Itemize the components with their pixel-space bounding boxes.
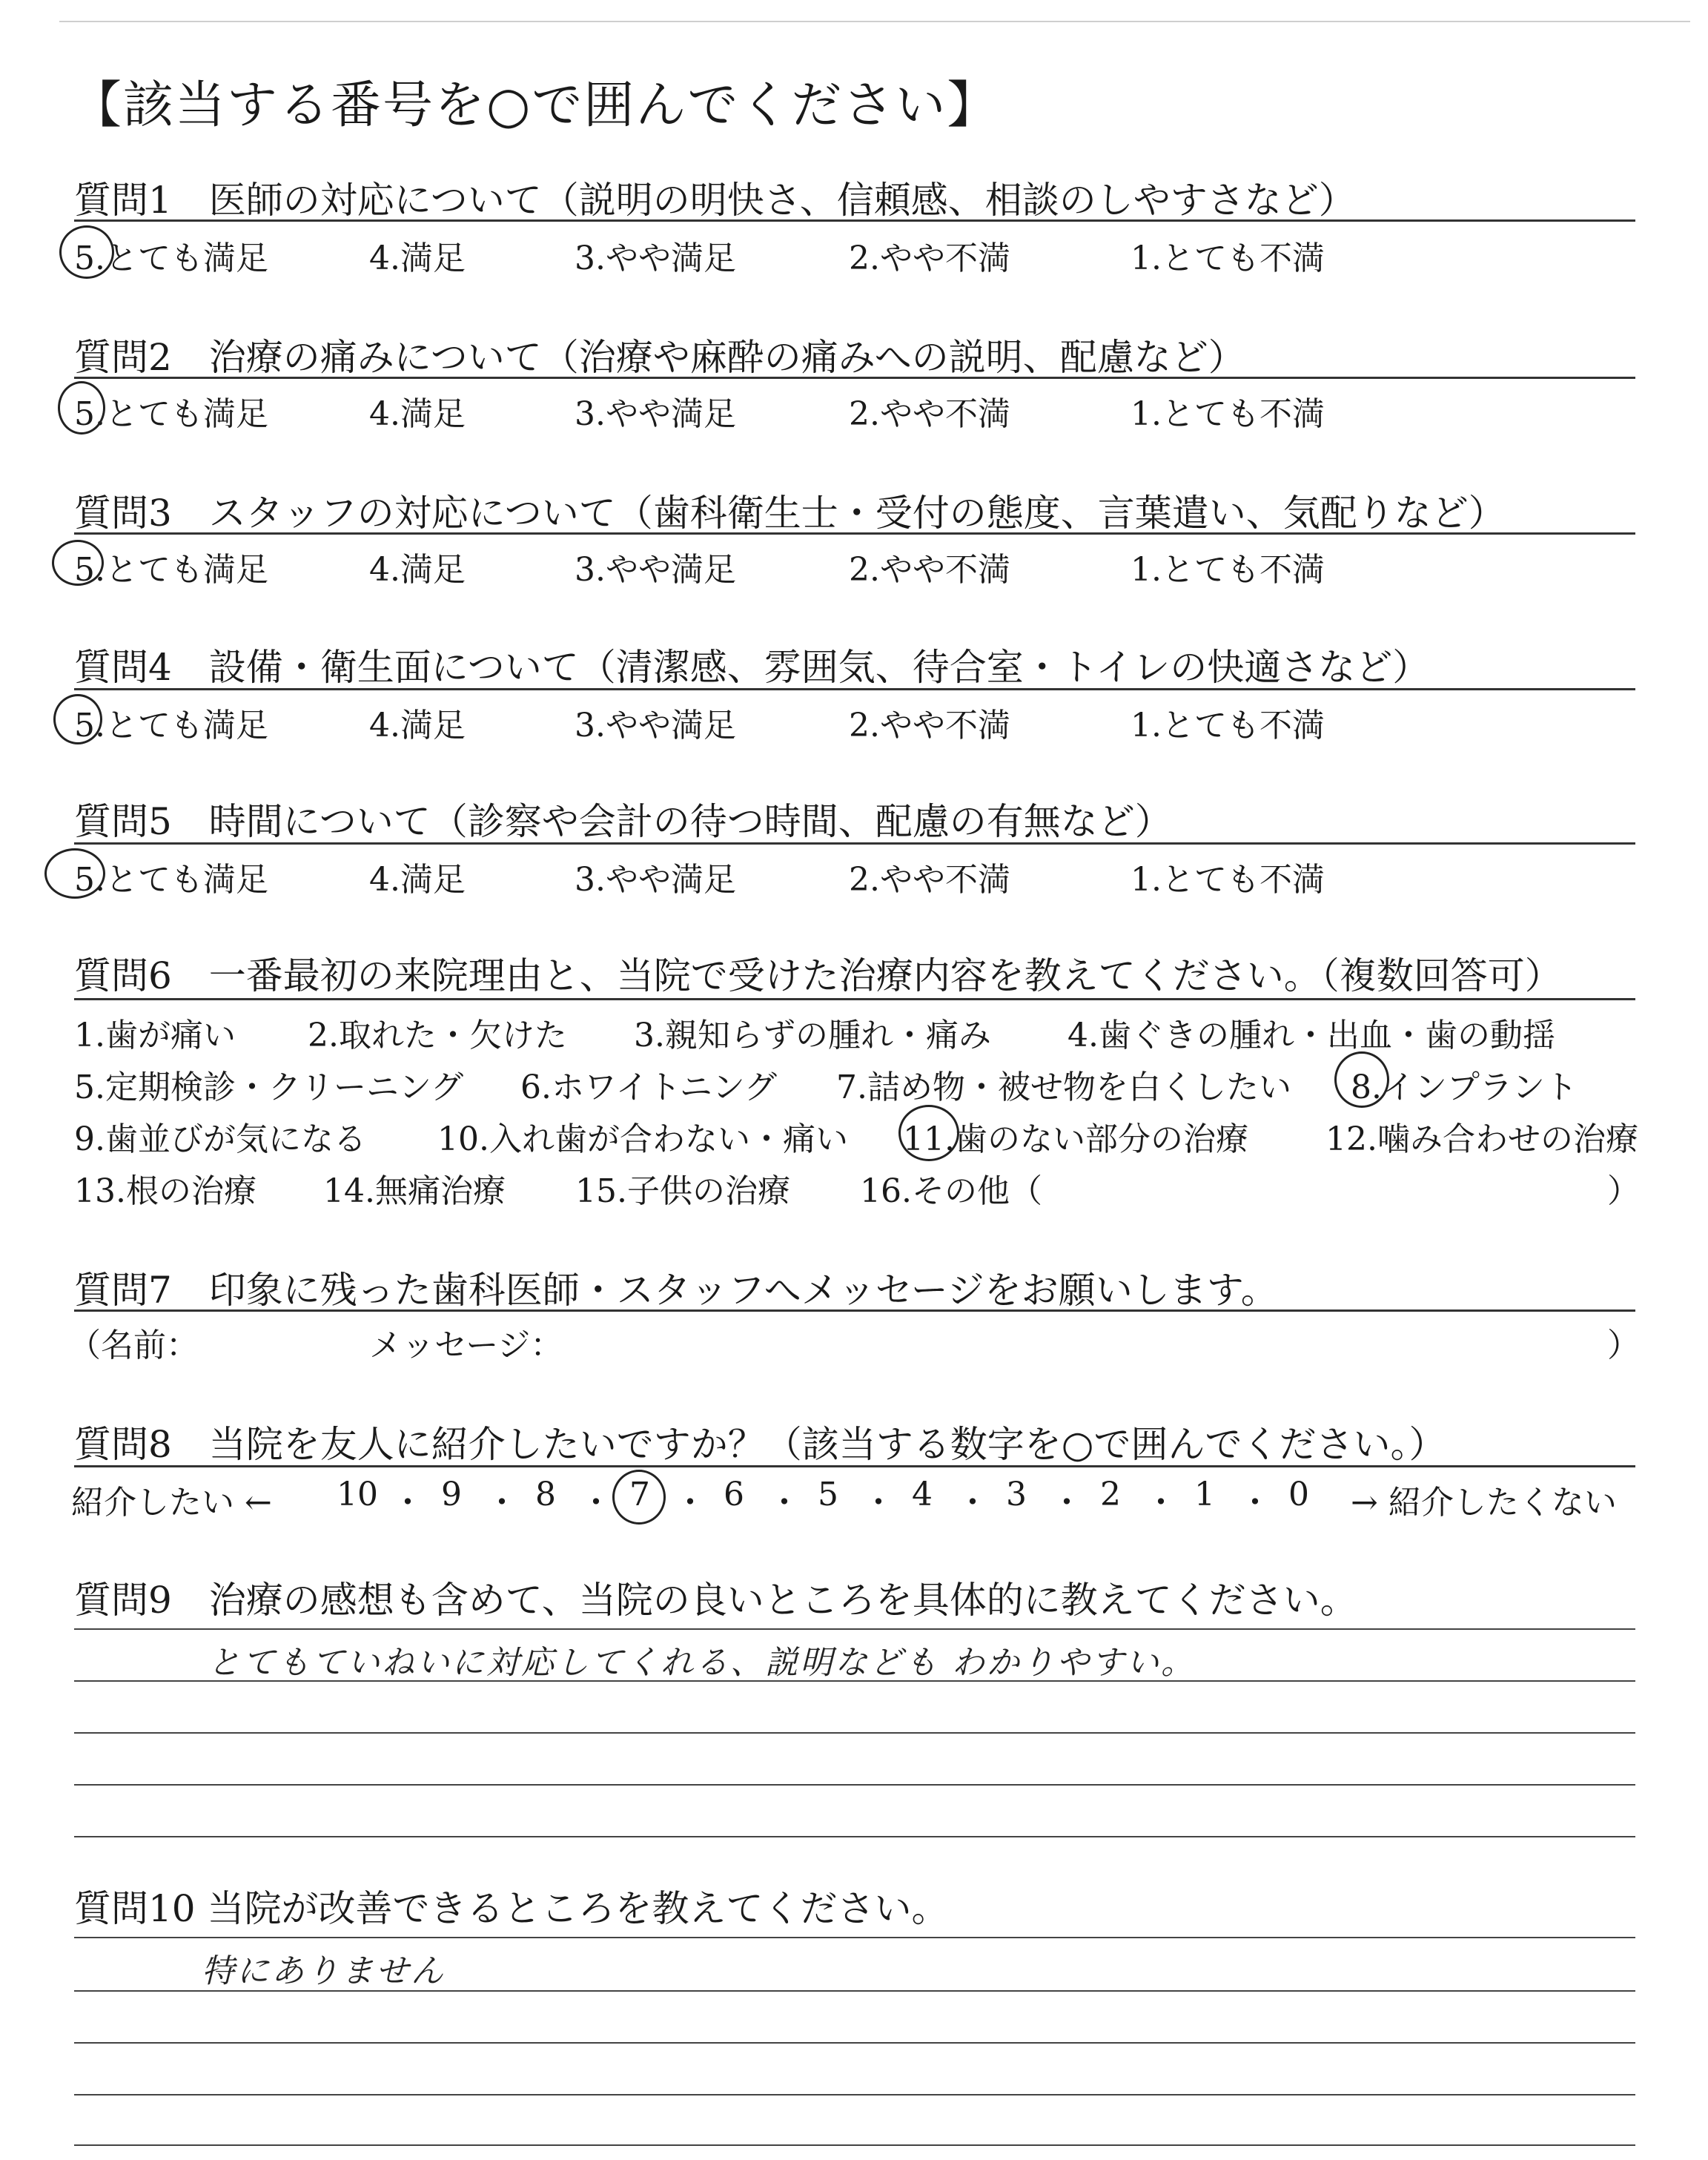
q6-option-15[interactable]: 15.子供の治療	[575, 1172, 790, 1210]
q9-line-5	[74, 1836, 1635, 1837]
q6-option-8[interactable]: 8.インプラント	[1351, 1069, 1578, 1106]
question-6-title: 質問6 一番最初の来院理由と、当院で受けた治療内容を教えてください。（複数回答可）	[74, 954, 1562, 997]
q8-scale-separator: ・	[768, 1484, 801, 1522]
q8-scale-separator: ・	[956, 1484, 989, 1522]
question-6-rule	[74, 998, 1635, 1000]
q6-other-close-paren: ）	[1607, 1172, 1640, 1210]
q8-scale-separator: ・	[1050, 1484, 1083, 1522]
q1-answer-circle	[59, 225, 114, 279]
q10-line-3	[74, 2042, 1635, 2044]
q8-scale-separator: ・	[1145, 1484, 1177, 1522]
q10-line-5	[74, 2144, 1635, 2146]
question-7-title: 質問7 印象に残った歯科医師・スタッフへメッセージをお願いします。	[74, 1269, 1278, 1312]
q8-scale-separator: ・	[862, 1484, 895, 1522]
q10-line-4	[74, 2094, 1635, 2095]
q8-scale-10[interactable]: 10	[337, 1476, 378, 1513]
q6-option-6[interactable]: 6.ホワイトニング	[520, 1069, 778, 1106]
q7-close-paren: ）	[1607, 1327, 1640, 1364]
question-10-title: 質問10 当院が改善できるところを教えてください。	[74, 1887, 949, 1930]
q1-option-3[interactable]: 3.やや満足	[575, 240, 736, 277]
q8-scale-6[interactable]: 6	[724, 1476, 744, 1513]
q1-option-1[interactable]: 1.とても不満	[1131, 240, 1325, 277]
q3-option-1[interactable]: 1.とても不満	[1131, 551, 1325, 589]
q6-option-10[interactable]: 10.入れ歯が合わない・痛い	[437, 1120, 848, 1158]
question-3-rule	[74, 532, 1635, 535]
q1-option-2[interactable]: 2.やや不満	[849, 240, 1010, 277]
q3-option-4[interactable]: 4.満足	[369, 551, 466, 589]
q6-option-2[interactable]: 2.取れた・欠けた	[308, 1017, 567, 1054]
instruction-title: 【該当する番号を○で囲んでください】	[71, 76, 999, 135]
q8-scale-7[interactable]: 7	[629, 1476, 650, 1513]
q8-answer-circle	[612, 1470, 666, 1525]
q2-answer-circle	[58, 381, 105, 435]
q8-scale-9[interactable]: 9	[441, 1476, 462, 1513]
q8-scale-5[interactable]: 5	[818, 1476, 838, 1513]
question-1-rule	[74, 219, 1635, 222]
q6-option-16[interactable]: 16.その他（	[860, 1172, 1042, 1210]
q6-option-5[interactable]: 5.定期検診・クリーニング	[74, 1069, 464, 1106]
q8-scale-8[interactable]: 8	[535, 1476, 556, 1513]
q10-line-1	[74, 1937, 1635, 1938]
q6-option-4[interactable]: 4.歯ぐきの腫れ・出血・歯の動揺	[1068, 1017, 1555, 1054]
q6-option-11-circle	[898, 1105, 959, 1161]
q8-scale-separator: ・	[1239, 1484, 1271, 1522]
q9-line-2	[74, 1680, 1635, 1682]
q4-option-1[interactable]: 1.とても不満	[1131, 707, 1325, 744]
q5-answer-circle	[44, 848, 105, 899]
q8-scale-separator: ・	[674, 1484, 706, 1522]
q4-option-2[interactable]: 2.やや不満	[849, 707, 1010, 744]
question-9-title: 質問9 治療の感想も含めて、当院の良いところを具体的に教えてください。	[74, 1579, 1357, 1622]
q9-line-1	[74, 1628, 1635, 1630]
q6-option-8-circle	[1334, 1051, 1389, 1108]
q8-left-label: 紹介したい ←	[71, 1484, 272, 1522]
q7-name-label: （名前：	[68, 1327, 199, 1364]
question-4-rule	[74, 688, 1635, 690]
q5-option-5[interactable]: 5.とても満足	[74, 861, 268, 899]
q6-option-7[interactable]: 7.詰め物・被せ物を白くしたい	[836, 1069, 1291, 1106]
q9-line-4	[74, 1784, 1635, 1786]
q10-line-2	[74, 1990, 1635, 1992]
q6-option-12[interactable]: 12.噛み合わせの治療	[1325, 1120, 1638, 1158]
page-top-rule	[59, 21, 1690, 22]
q3-answer-circle	[52, 540, 104, 586]
q5-option-4[interactable]: 4.満足	[369, 861, 466, 899]
q6-option-1[interactable]: 1.歯が痛い	[74, 1017, 236, 1054]
q4-option-3[interactable]: 3.やや満足	[575, 707, 736, 744]
q1-option-4[interactable]: 4.満足	[369, 240, 466, 277]
q9-handwritten-answer: とてもていねいに対応してくれる、説明なども わかりやすい。	[208, 1644, 1196, 1682]
q1-option-5[interactable]: 5.とても満足	[74, 240, 268, 277]
q6-option-9[interactable]: 9.歯並びが気になる	[74, 1120, 366, 1158]
q8-scale-separator: ・	[580, 1484, 612, 1522]
q2-option-3[interactable]: 3.やや満足	[575, 395, 736, 433]
q6-option-11[interactable]: 11.歯のない部分の治療	[903, 1120, 1248, 1158]
q7-message-label: メッセージ：	[369, 1327, 563, 1364]
q6-option-13[interactable]: 13.根の治療	[74, 1172, 256, 1210]
q8-scale-separator: ・	[486, 1484, 518, 1522]
q8-scale-3[interactable]: 3	[1006, 1476, 1027, 1513]
q2-option-4[interactable]: 4.満足	[369, 395, 466, 433]
q3-option-3[interactable]: 3.やや満足	[575, 551, 736, 589]
q2-option-2[interactable]: 2.やや不満	[849, 395, 1010, 433]
question-8-rule	[74, 1465, 1635, 1467]
q6-option-14[interactable]: 14.無痛治療	[323, 1172, 506, 1210]
q4-answer-circle	[53, 694, 102, 744]
question-8-title: 質問8 当院を友人に紹介したいですか？（該当する数字を○で囲んでください。）	[74, 1423, 1446, 1466]
question-5-title: 質問5 時間について（診察や会計の待つ時間、配慮の有無など）	[74, 800, 1172, 843]
q3-option-2[interactable]: 2.やや不満	[849, 551, 1010, 589]
question-3-title: 質問3 スタッフの対応について（歯科衛生士・受付の態度、言葉遣い、気配りなど）	[74, 492, 1506, 535]
q4-option-5[interactable]: 5.とても満足	[74, 707, 268, 744]
question-2-title: 質問2 治療の痛みについて（治療や麻酔の痛みへの説明、配慮など）	[74, 336, 1245, 379]
q2-option-5[interactable]: 5.とても満足	[74, 395, 268, 433]
q9-line-3	[74, 1732, 1635, 1734]
question-5-rule	[74, 842, 1635, 845]
question-7-rule	[74, 1309, 1635, 1312]
q10-handwritten-answer: 特にありません	[202, 1952, 446, 1990]
question-1-title: 質問1 医師の対応について（説明の明快さ、信頼感、相談のしやすさなど）	[74, 179, 1356, 222]
q8-scale-0[interactable]: 0	[1288, 1476, 1309, 1513]
q6-option-3[interactable]: 3.親知らずの腫れ・痛み	[634, 1017, 991, 1054]
q5-option-2[interactable]: 2.やや不満	[849, 861, 1010, 899]
q4-option-4[interactable]: 4.満足	[369, 707, 466, 744]
q8-scale-1[interactable]: 1	[1194, 1476, 1215, 1513]
q3-option-5[interactable]: 5.とても満足	[74, 551, 268, 589]
q5-option-3[interactable]: 3.やや満足	[575, 861, 736, 899]
q2-option-1[interactable]: 1.とても不満	[1131, 395, 1325, 433]
q8-right-label: → 紹介したくない	[1351, 1484, 1617, 1522]
question-2-rule	[74, 377, 1635, 379]
q5-option-1[interactable]: 1.とても不満	[1131, 861, 1325, 899]
q8-scale-separator: ・	[391, 1484, 424, 1522]
q8-scale-2[interactable]: 2	[1100, 1476, 1121, 1513]
q8-scale-4[interactable]: 4	[912, 1476, 933, 1513]
question-4-title: 質問4 設備・衛生面について（清潔感、雰囲気、待合室・トイレの快適さなど）	[74, 646, 1430, 689]
